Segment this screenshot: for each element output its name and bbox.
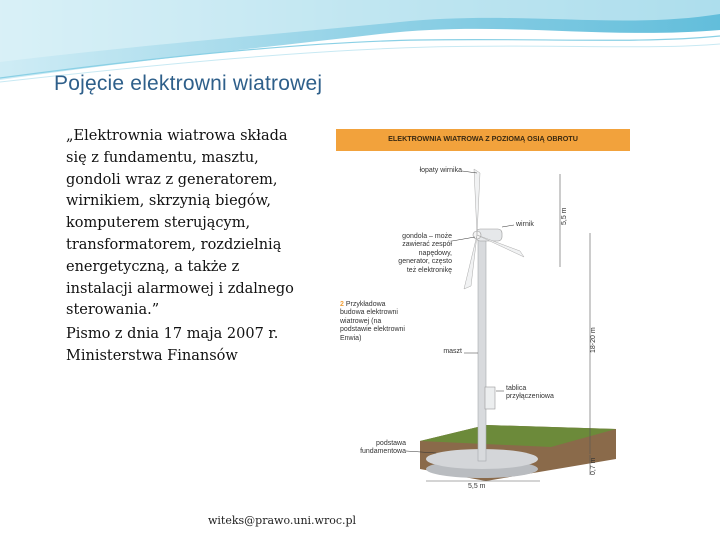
dimension-base-width: 5,5 m [468, 483, 486, 490]
figure-title: ELEKTROWNIA WIATROWA Z POZIOMĄ OSIĄ OBROTU [388, 134, 578, 143]
blade-3 [464, 235, 477, 289]
caption-text: Przykładowa budowa elektrowni wiatrowej (na podstawie elektrowni Enwia) [340, 301, 405, 342]
mast [478, 239, 486, 461]
connection-panel [485, 387, 495, 409]
dimension-mast-height: 18-20 m [590, 327, 597, 353]
definition-quote: „Elektrownia wiatrowa składa się z fundamentu, masztu, gondoli wraz z generatorem, wirnikiem, skrzynią biegów, komputerem sterującym, transformatorem, rozdzielnią energetyczną, a także z instalacji alarmowej i zdalnego sterowania.” [66, 128, 294, 319]
dimension-base-height: 0,7 m [590, 457, 597, 475]
label-nacelle: gondola – może zawierać zespół napędowy, generator, często też elektronikę [398, 233, 452, 274]
label-rotor: wirnik [516, 221, 534, 228]
body-text [66, 126, 296, 368]
dimension-rotor-height: 5,5 m [561, 207, 568, 225]
wind-turbine-figure [336, 129, 630, 495]
caption-number: 2 [340, 301, 344, 308]
figure-caption [340, 301, 410, 343]
blade-1 [474, 169, 480, 235]
footer-email: witeks@prawo.uni.wroc.pl [208, 514, 357, 527]
label-foundation: podstawa fundamentowa [360, 440, 406, 456]
source-citation: Pismo z dnia 17 maja 2007 r. Ministerstwa Finansów [66, 326, 279, 364]
label-connection-panel: tablica przyłączeniowa [506, 385, 554, 401]
slide-title: Pojęcie elektrowni wiatrowej [54, 72, 323, 95]
label-rotor-blades: łopaty wirnika [419, 167, 462, 174]
label-mast: maszt [443, 348, 462, 355]
